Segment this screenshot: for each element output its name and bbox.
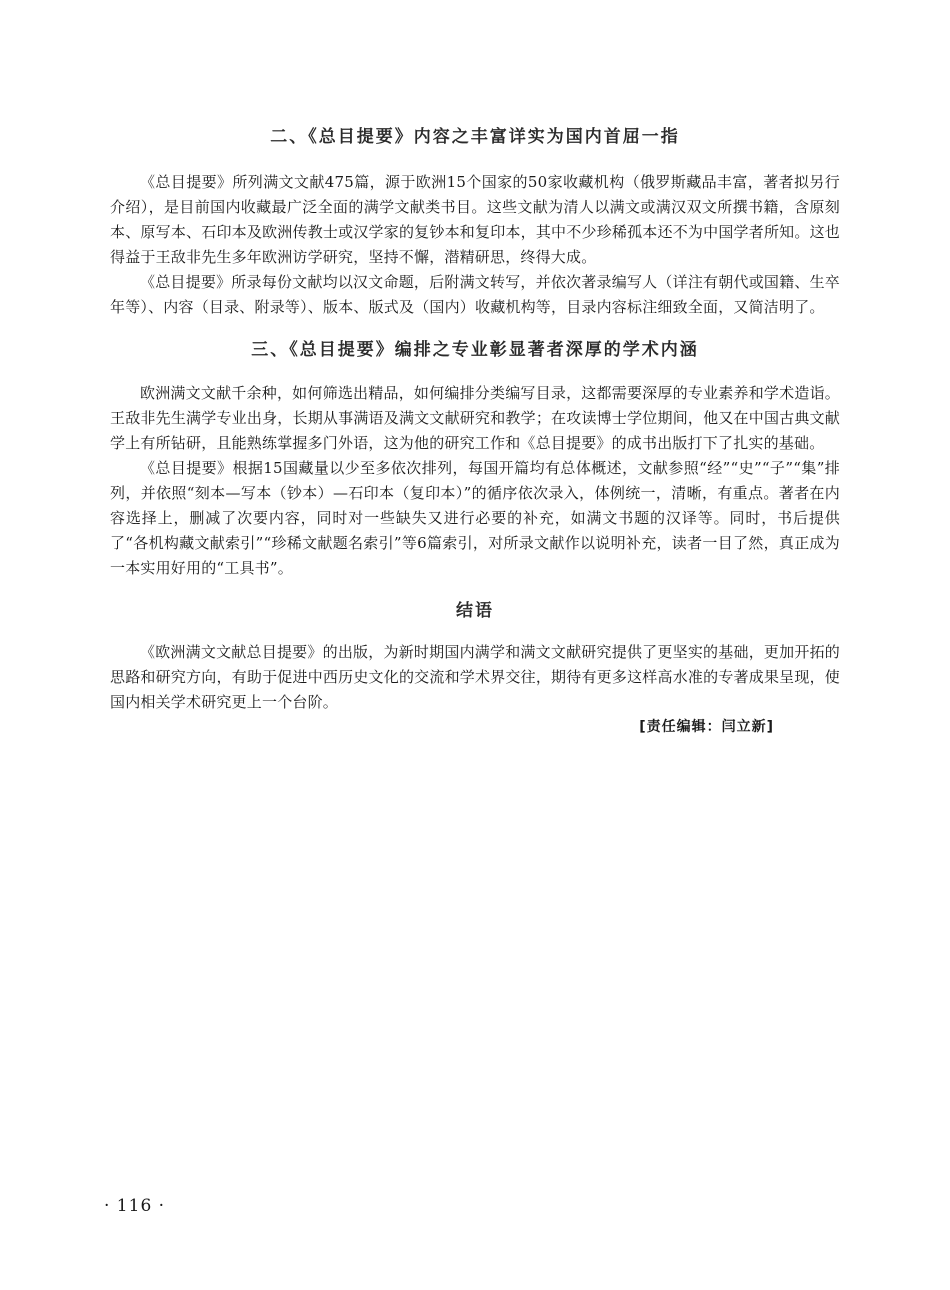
paragraph: 《总目提要》所列满文文献475篇，源于欧洲15个国家的50家收藏机构（俄罗斯藏品丰富，著者拟另行介绍），是目前国内收藏最广泛全面的满学文献类书目。这些文献为清人以满文或满汉双文所撰书籍，含原刻本、原写本、石印本及欧洲传教士或汉学家的复钞本和复印本，其中不少珍稀孤本还不为中国学者所知。这也得益于王敌非先生多年欧洲访学研究，坚持不懈，潜精研思，终得大成。 [110, 173, 840, 266]
paragraph: 《总目提要》所录每份文献均以汉文命题，后附满文转写，并依次著录编写人（详注有朝代或国籍、生卒年等）、内容（目录、附录等）、版本、版式及（国内）收藏机构等，目录内容标注细致全面，又简洁明了。 [110, 273, 840, 316]
paragraph: 欧洲满文文献千余种，如何筛选出精品，如何编排分类编写目录，这都需要深厚的专业素养和学术造诣。王敌非先生满学专业出身，长期从事满语及满文文献研究和教学；在攻读博士学位期间，他又在中国古典文献学上有所钻研，且能熟练掌握多门外语，这为他的研究工作和《总目提要》的成书出版打下了扎实的基础。 [110, 384, 840, 452]
paragraph: 《总目提要》根据15国藏量以少至多依次排列，每国开篇均有总体概述，文献参照“经”“史”“子”“集”排列，并依照“刻本—写本（钞本）—石印本（复印本）”的循序依次录入，体例统一，清晰，有重点。著者在内容选择上，删减了次要内容，同时对一些缺失又进行必要的补充，如满文书题的汉译等。同时，书后提供了“各机构藏文献索引”“珍稀文献题名索引”等6篇索引，对所录文献作以说明补充，读者一目了然，真正成为一本实用好用的“工具书”。 [110, 459, 840, 577]
section-heading-arrangement: 三、《总目提要》编排之专业彰显著者深厚的学术内涵 [251, 340, 699, 360]
section-heading-conclusion: 结语 [456, 601, 494, 621]
paragraph: 《欧洲满文文献总目提要》的出版，为新时期国内满学和满文文献研究提供了更坚实的基础，更加开拓的思路和研究方向，有助于促进中西历史文化的交流和学术界交往，期待有更多这样高水准的专著成果呈现，使国内相关学术研究更上一个台阶。 [110, 643, 840, 711]
page-number: · 116 · [104, 1196, 166, 1216]
section-heading-content: 二、《总目提要》内容之丰富详实为国内首屈一指 [270, 127, 680, 147]
article-body [110, 122, 840, 739]
editor-credit: [责任编辑：闫立新] [639, 719, 774, 735]
